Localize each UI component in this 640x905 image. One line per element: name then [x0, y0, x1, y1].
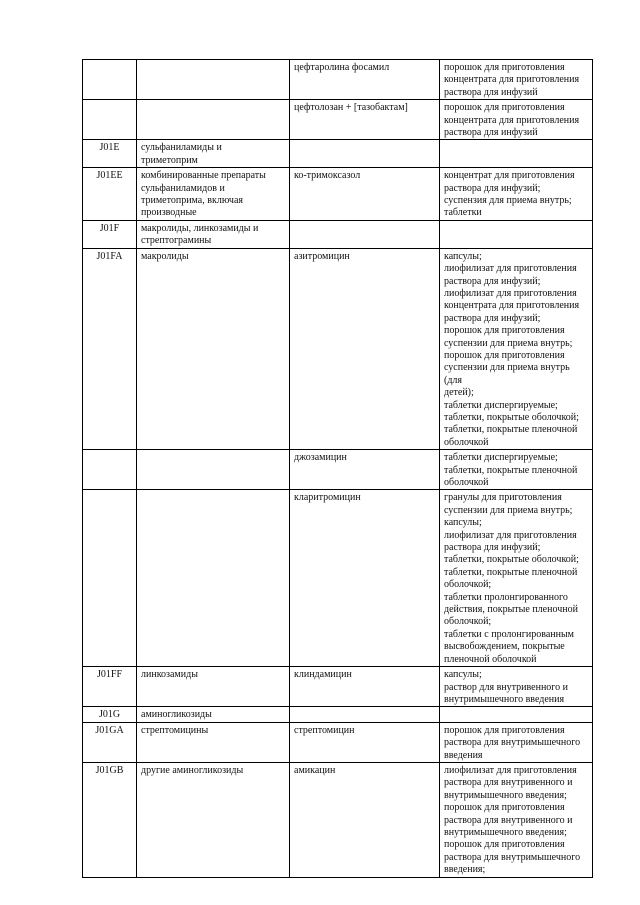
table-row: [83, 490, 593, 667]
atc-code-cell: J01GA: [83, 722, 137, 762]
dosage-form-cell: порошок для приготовления концентрата для приготовления раствора для инфузий: [440, 100, 593, 140]
group-cell: макролиды: [137, 248, 290, 450]
table-row: [83, 450, 593, 490]
table-row: [83, 707, 593, 722]
atc-code-cell: [83, 60, 137, 100]
table-row: [83, 168, 593, 221]
drug-classification-table: [82, 59, 593, 878]
table-row: [83, 762, 593, 877]
dosage-form-cell: таблетки диспергируемые; таблетки, покрытые пленочной оболочкой: [440, 450, 593, 490]
group-cell: [137, 490, 290, 667]
dosage-form-cell: порошок для приготовления раствора для внутримышечного введения: [440, 722, 593, 762]
group-cell: другие аминогликозиды: [137, 762, 290, 877]
drug-name-cell: амикацин: [290, 762, 440, 877]
dosage-form-cell: [440, 140, 593, 168]
group-cell: стрептомицины: [137, 722, 290, 762]
table-body: [83, 60, 593, 878]
drug-name-cell: [290, 140, 440, 168]
dosage-form-cell: порошок для приготовления концентрата для приготовления раствора для инфузий: [440, 60, 593, 100]
drug-name-cell: клиндамицин: [290, 667, 440, 707]
group-cell: [137, 100, 290, 140]
table-row: [83, 220, 593, 248]
group-cell: аминогликозиды: [137, 707, 290, 722]
drug-name-cell: цефтолозан + [тазобактам]: [290, 100, 440, 140]
table-row: [83, 140, 593, 168]
dosage-form-cell: [440, 707, 593, 722]
group-cell: [137, 450, 290, 490]
group-cell: макролиды, линкозамиды и стрептограмины: [137, 220, 290, 248]
atc-code-cell: J01EE: [83, 168, 137, 221]
drug-name-cell: кларитромицин: [290, 490, 440, 667]
drug-name-cell: азитромицин: [290, 248, 440, 450]
table-row: [83, 100, 593, 140]
drug-name-cell: джозамицин: [290, 450, 440, 490]
drug-name-cell: цефтаролина фосамил: [290, 60, 440, 100]
atc-code-cell: J01F: [83, 220, 137, 248]
table-row: [83, 722, 593, 762]
drug-name-cell: стрептомицин: [290, 722, 440, 762]
atc-code-cell: J01E: [83, 140, 137, 168]
atc-code-cell: J01FA: [83, 248, 137, 450]
dosage-form-cell: гранулы для приготовления суспензии для приема внутрь; капсулы; лиофилизат для приготовления раствора для инфузий; таблетки, покрытые оболочкой; таблетки, покрытые пленочной оболочкой; таблетки пролонгированного действия, покрытые пленочной оболочкой; таблетки с пролонгированным высвобождением, покрытые пленочной оболочкой: [440, 490, 593, 667]
dosage-form-cell: лиофилизат для приготовления раствора для внутривенного и внутримышечного введения; порошок для приготовления раствора для внутривенного и внутримышечного введения; порошок для приготовления раствора для внутримышечного введения;: [440, 762, 593, 877]
table-row: [83, 667, 593, 707]
group-cell: сульфаниламиды и триметоприм: [137, 140, 290, 168]
atc-code-cell: J01G: [83, 707, 137, 722]
atc-code-cell: [83, 450, 137, 490]
atc-code-cell: [83, 490, 137, 667]
atc-code-cell: [83, 100, 137, 140]
table-row: [83, 248, 593, 450]
atc-code-cell: J01GB: [83, 762, 137, 877]
group-cell: линкозамиды: [137, 667, 290, 707]
drug-name-cell: [290, 220, 440, 248]
drug-name-cell: [290, 707, 440, 722]
drug-name-cell: ко-тримоксазол: [290, 168, 440, 221]
dosage-form-cell: концентрат для приготовления раствора для инфузий; суспензия для приема внутрь; таблетки: [440, 168, 593, 221]
dosage-form-cell: [440, 220, 593, 248]
dosage-form-cell: капсулы; раствор для внутривенного и внутримышечного введения: [440, 667, 593, 707]
table-row: [83, 60, 593, 100]
atc-code-cell: J01FF: [83, 667, 137, 707]
dosage-form-cell: капсулы; лиофилизат для приготовления раствора для инфузий; лиофилизат для приготовления концентрата для приготовления раствора для инфузий; порошок для приготовления суспензии для приема внутрь; порошок для приготовления суспензии для приема внутрь (для детей); таблетки диспергируемые; таблетки, покрытые оболочкой; таблетки, покрытые пленочной оболочкой: [440, 248, 593, 450]
group-cell: комбинированные препараты сульфаниламидов и триметоприма, включая производные: [137, 168, 290, 221]
group-cell: [137, 60, 290, 100]
